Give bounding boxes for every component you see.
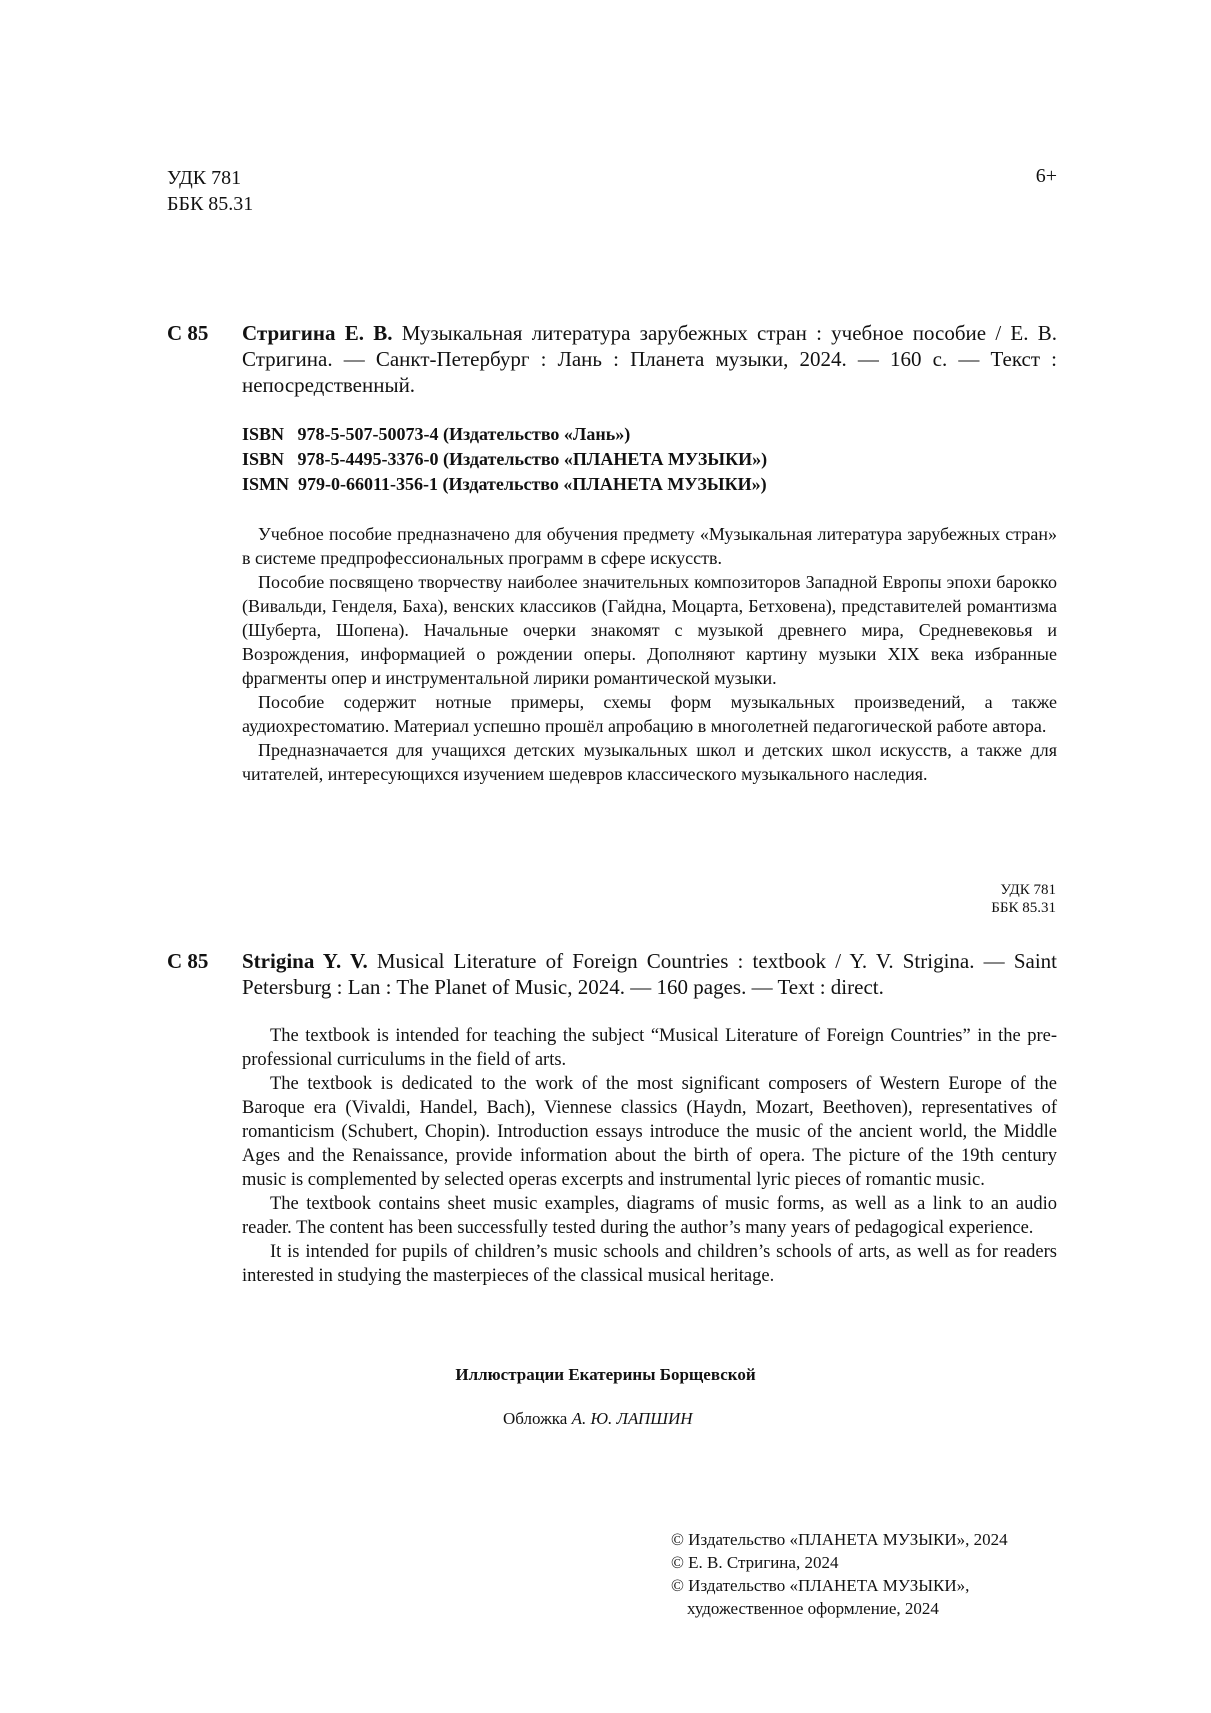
annotation-paragraph: The textbook contains sheet music examples, diagrams of music forms, as well as a link to an audio reader. The content has been successfully tested during the author’s many years of pedagogical experience. — [242, 1194, 1057, 1238]
annotation-paragraph: Предназначается для учащихся детских музыкальных школ и детских школ искусств, а также для читателей, интересующихся изучением шедевров классического музыкального наследия. — [242, 740, 1057, 784]
cover-label: Обложка — [503, 1409, 568, 1428]
annotation-ru — [242, 522, 1057, 786]
annotation-paragraph: It is intended for pupils of children’s music schools and children’s schools of arts, as well as for readers interested in studying the masterpieces of the classical musical heritage. — [242, 1242, 1057, 1286]
author-name: Стригина Е. В. — [242, 321, 393, 345]
copyright-block — [671, 1528, 1008, 1620]
udk-block-top — [167, 165, 253, 217]
annotation-paragraph: Пособие содержит нотные примеры, схемы форм музыкальных произведений, а также аудиохрестоматию. Материал успешно прошёл апробацию в многолетней педагогической работе автора. — [242, 692, 1057, 736]
annotation-en — [242, 1024, 1057, 1288]
bbk-code: ББК 85.31 — [991, 900, 1056, 916]
author-name: Strigina Y. V. — [242, 949, 368, 973]
udk-code: УДК 781 — [1000, 882, 1056, 898]
annotation-paragraph: Пособие посвящено творчеству наиболее значительных композиторов Западной Европы эпохи барокко (Вивальди, Генделя, Баха), венских классиков (Гайдна, Моцарта, Бетховена), представителей романтизма (Шуберта, Шопена). Начальные очерки знакомят с музыкой древнего мира, Средневековья и Возрождения, информацией о рождении оперы. Дополняют картину музыки XIX века избранные фрагменты опер и инструментальной лирики романтической музыки. — [242, 572, 1057, 688]
entry-description: Музыкальная литература зарубежных стран : учебное пособие / Е. В. Стригина. — Санкт-Петербург : Лань : Планета музыки, 2024. — 160 с. — Текст : непосредственный. — [242, 321, 1058, 397]
bibliographic-entry-ru — [167, 320, 1057, 398]
author-sign: С 85 — [167, 321, 209, 345]
copyright-line: © Издательство «ПЛАНЕТА МУЗЫКИ», — [671, 1576, 970, 1595]
copyright-line: © Издательство «ПЛАНЕТА МУЗЫКИ», 2024 — [671, 1530, 1008, 1549]
illustrations-credit: Иллюстрации Екатерины Борщевской — [455, 1365, 756, 1384]
author-sign: С 85 — [167, 949, 209, 973]
annotation-paragraph: Учебное пособие предназначено для обучения предмету «Музыкальная литература зарубежных стран» в системе предпрофессиональных программ в сфере искусств. — [242, 524, 1057, 568]
udk-code: УДК 781 — [167, 167, 242, 189]
annotation-paragraph: The textbook is intended for teaching the subject “Musical Literature of Foreign Countries” in the pre-professional curriculums in the field of arts. — [242, 1026, 1057, 1070]
isbn-block — [242, 422, 767, 497]
entry-body — [242, 948, 1057, 1000]
annotation-paragraph: The textbook is dedicated to the work of the most significant composers of Western Europe of the Baroque era (Vivaldi, Handel, Bach), Viennese classics (Haydn, Mozart, Beethoven), representatives of romanticism (Schubert, Chopin). Introduction essays introduce the music of the ancient world, the Middle Ages and the Renaissance, provide information about the birth of opera. The picture of the 19th century music is complemented by selected operas excerpts and instrumental lyric pieces of romantic music. — [242, 1074, 1057, 1190]
udk-block-right — [991, 881, 1056, 917]
copyright-line: © Е. В. Стригина, 2024 — [671, 1553, 839, 1572]
ismn-line: ISMN 979-0-66011-356-1 (Издательство «ПЛАНЕТА МУЗЫКИ») — [242, 474, 767, 494]
isbn-line: ISBN 978-5-4495-3376-0 (Издательство «ПЛАНЕТА МУЗЫКИ») — [242, 449, 768, 469]
cover-artist: А. Ю. ЛАПШИН — [571, 1409, 693, 1428]
entry-description: Musical Literature of Foreign Countries : textbook / Y. V. Strigina. — Saint Petersburg : Lan : The Planet of Music, 2024. — 160 pages. — Text : direct. — [242, 949, 1057, 999]
bbk-code: ББК 85.31 — [167, 193, 254, 215]
age-rating: 6+ — [1035, 165, 1057, 187]
copyright-line: художественное оформление, 2024 — [687, 1599, 939, 1618]
isbn-line: ISBN 978-5-507-50073-4 (Издательство «Лань») — [242, 424, 631, 444]
cover-credit — [503, 1409, 693, 1429]
bibliographic-entry-en — [167, 948, 1057, 1000]
entry-body — [242, 320, 1057, 398]
